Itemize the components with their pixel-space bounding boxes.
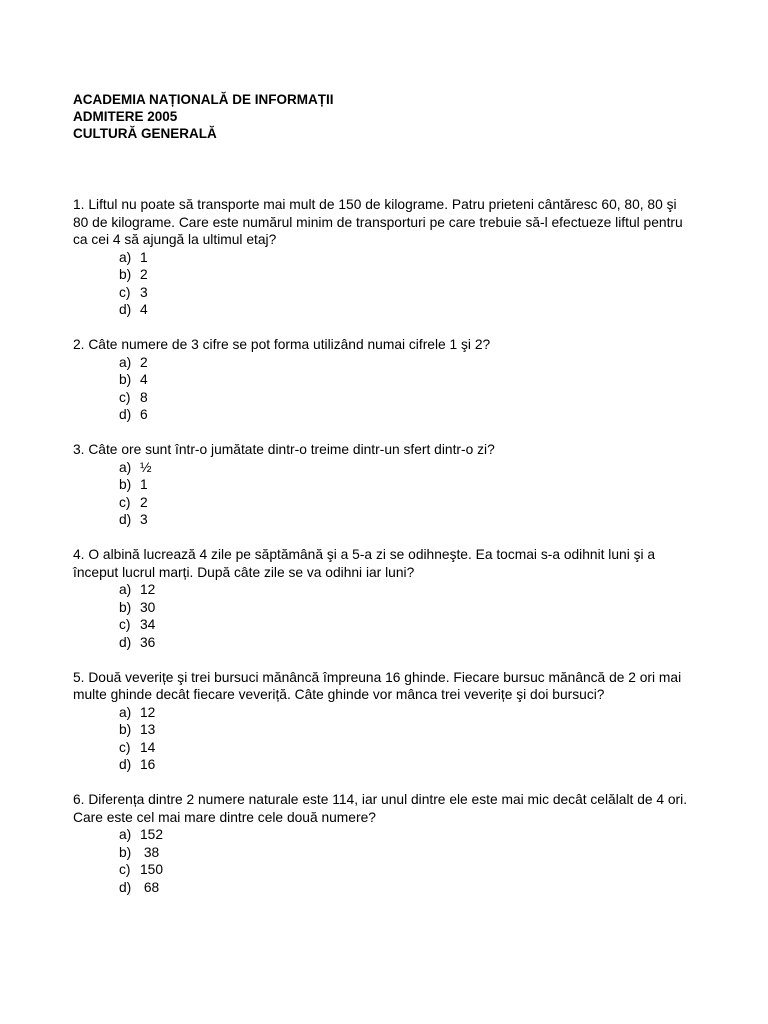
answer-options bbox=[73, 354, 695, 424]
option-value: 36 bbox=[140, 634, 156, 650]
question-2 bbox=[73, 336, 695, 424]
question-6 bbox=[73, 791, 695, 896]
option-value: 12 bbox=[140, 704, 156, 720]
option-letter: b) bbox=[119, 267, 132, 282]
option-value: 13 bbox=[140, 722, 156, 737]
option-letter: b) bbox=[119, 477, 132, 492]
option-letter: a) bbox=[119, 704, 132, 720]
answer-option bbox=[119, 844, 695, 862]
question-text: 6. Diferența dintre 2 numere naturale este 114, iar unul dintre ele este mai mic decât celălalt de 4 ori. Care este cel mai mare dintre cele două numere? bbox=[73, 792, 688, 825]
question-1 bbox=[73, 196, 695, 319]
option-letter: c) bbox=[119, 284, 131, 300]
answer-option bbox=[119, 389, 695, 407]
option-value: 3 bbox=[140, 284, 148, 300]
question-text: 1. Liftul nu poate să transporte mai mult de 150 de kilograme. Patru prieteni cântăresc 60, 80, 80 şi 80 de kilograme. Care este numărul minim de transporturi pe care trebuie să-l efectueze liftul pentru ca cei 4 să ajungă la ultimul etaj? bbox=[73, 197, 683, 247]
answer-option bbox=[119, 879, 695, 897]
option-letter: a) bbox=[119, 582, 132, 597]
option-letter: b) bbox=[119, 722, 132, 737]
answer-option bbox=[119, 249, 695, 267]
answer-option bbox=[119, 284, 695, 302]
option-value: 4 bbox=[140, 372, 148, 387]
answer-option bbox=[119, 756, 695, 774]
option-letter: c) bbox=[119, 494, 131, 510]
answer-option bbox=[119, 739, 695, 757]
answer-options bbox=[73, 826, 695, 896]
option-letter: a) bbox=[119, 249, 132, 265]
question-3 bbox=[73, 441, 695, 529]
question-4 bbox=[73, 546, 695, 651]
option-letter: d) bbox=[119, 407, 132, 422]
option-value: 34 bbox=[140, 617, 156, 632]
option-letter: d) bbox=[119, 634, 132, 650]
answer-option bbox=[119, 721, 695, 739]
answer-option bbox=[119, 459, 695, 477]
answer-option bbox=[119, 511, 695, 529]
document-page bbox=[73, 91, 695, 914]
option-letter: d) bbox=[119, 757, 132, 772]
question-text: 5. Două veverițe şi trei bursuci mănâncă împreuna 16 ghinde. Fiecare bursuc mănâncă de 2 ori mai multe ghinde decât fiecare veveriță. Câte ghinde vor mânca trei veverițe şi doi bursuci? bbox=[73, 669, 682, 702]
answer-option bbox=[119, 406, 695, 424]
option-value: 150 bbox=[140, 862, 164, 877]
option-value: 1 bbox=[140, 477, 148, 492]
option-letter: c) bbox=[119, 862, 131, 877]
option-letter: c) bbox=[119, 739, 131, 755]
question-text: 4. O albină lucrează 4 zile pe săptămână şi a 5-a zi se odihneşte. Ea tocmai s-a odihnit luni şi a început lucrul marți. După câte zile se va odihni iar luni? bbox=[73, 547, 656, 580]
option-value: 2 bbox=[140, 354, 148, 370]
answer-option bbox=[119, 581, 695, 599]
option-value: 30 bbox=[140, 599, 156, 615]
option-value: 2 bbox=[140, 267, 148, 282]
answer-option bbox=[119, 704, 695, 722]
option-letter: a) bbox=[119, 827, 132, 842]
option-value: ½ bbox=[140, 459, 152, 475]
answer-option bbox=[119, 266, 695, 284]
answer-option bbox=[119, 476, 695, 494]
option-value: 152 bbox=[140, 827, 164, 842]
option-value: 14 bbox=[140, 739, 156, 755]
option-letter: b) bbox=[119, 844, 132, 860]
answer-options bbox=[73, 459, 695, 529]
option-letter: d) bbox=[119, 879, 132, 895]
option-letter: d) bbox=[119, 512, 132, 527]
answer-option bbox=[119, 599, 695, 617]
option-value: 12 bbox=[140, 582, 156, 597]
answer-options bbox=[73, 249, 695, 319]
option-value: 4 bbox=[140, 302, 148, 317]
option-value: 3 bbox=[140, 512, 148, 527]
option-letter: b) bbox=[119, 372, 132, 387]
question-list bbox=[73, 196, 695, 896]
option-letter: d) bbox=[119, 302, 132, 317]
answer-option bbox=[119, 301, 695, 319]
option-letter: c) bbox=[119, 617, 131, 632]
institution-title: ACADEMIA NAȚIONALĂ DE INFORMAȚII bbox=[73, 92, 334, 107]
question-text: 3. Câte ore sunt într-o jumătate dintr-o treime dintr-un sfert dintr-o zi? bbox=[73, 442, 495, 457]
answer-option bbox=[119, 634, 695, 652]
answer-options bbox=[73, 704, 695, 774]
option-value: 16 bbox=[140, 757, 156, 772]
answer-option bbox=[119, 371, 695, 389]
answer-options bbox=[73, 581, 695, 651]
option-letter: a) bbox=[119, 459, 132, 475]
question-5 bbox=[73, 669, 695, 774]
option-value: 2 bbox=[140, 494, 148, 510]
option-letter: a) bbox=[119, 354, 132, 370]
subject-title: CULTURĂ GENERALĂ bbox=[73, 126, 217, 141]
option-value: 6 bbox=[140, 407, 148, 422]
option-value: 8 bbox=[140, 389, 148, 405]
document-header bbox=[73, 91, 695, 142]
option-value: 1 bbox=[140, 249, 148, 265]
option-letter: c) bbox=[119, 389, 131, 405]
answer-option bbox=[119, 616, 695, 634]
answer-option bbox=[119, 826, 695, 844]
exam-title: ADMITERE 2005 bbox=[73, 109, 178, 124]
answer-option bbox=[119, 494, 695, 512]
answer-option bbox=[119, 354, 695, 372]
answer-option bbox=[119, 861, 695, 879]
option-value: 38 bbox=[140, 844, 160, 860]
option-letter: b) bbox=[119, 599, 132, 615]
question-text: 2. Câte numere de 3 cifre se pot forma utilizând numai cifrele 1 şi 2? bbox=[73, 337, 491, 352]
option-value: 68 bbox=[140, 879, 160, 895]
